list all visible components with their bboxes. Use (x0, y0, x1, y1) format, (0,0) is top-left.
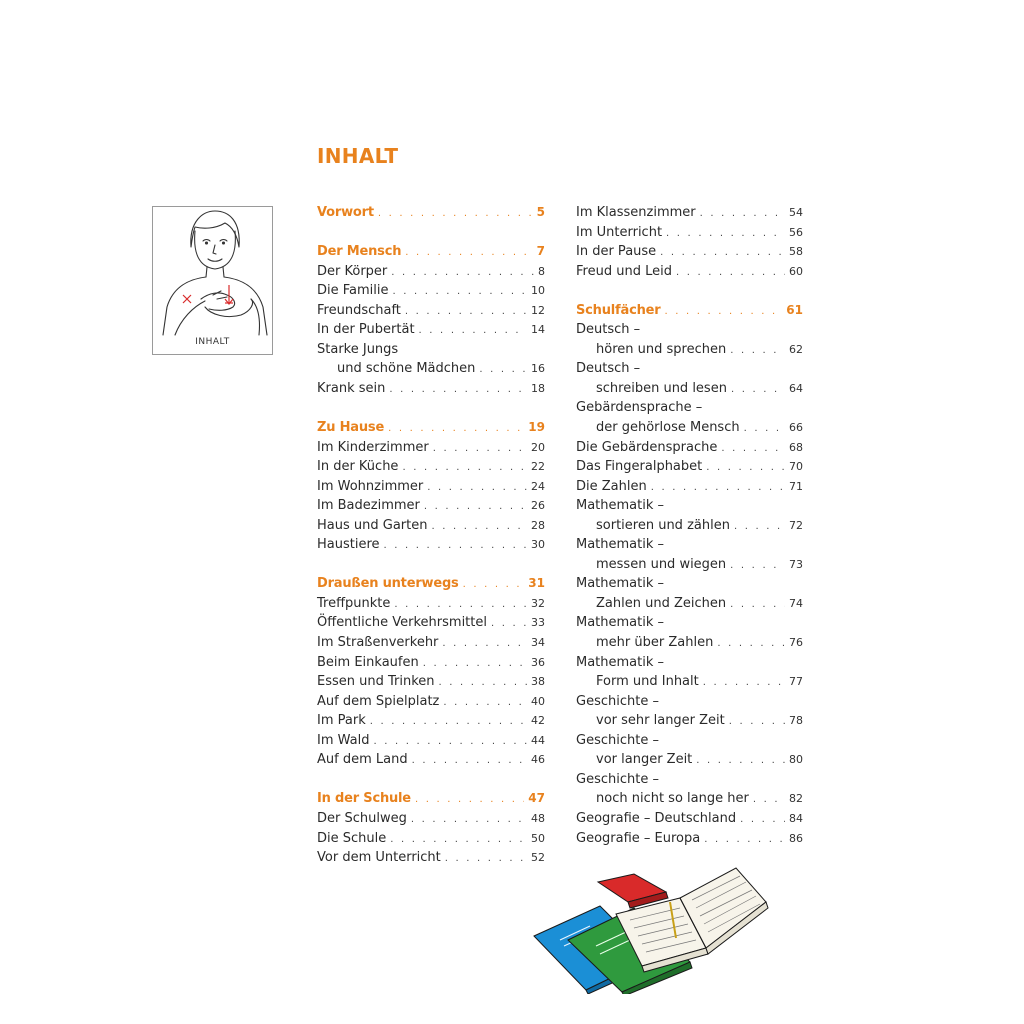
toc-entry[interactable] (576, 516, 803, 536)
toc-entry[interactable] (576, 535, 803, 555)
toc-entry-title: In der Pause (576, 244, 657, 260)
toc-entry[interactable] (317, 496, 545, 516)
toc-entry-title: Im Straßenverkehr (317, 635, 439, 651)
toc-page-number: 18 (531, 381, 545, 395)
toc-entry-title: Auf dem Spielplatz (317, 693, 440, 709)
toc-entry-title: Die Familie (317, 283, 389, 299)
toc-page-number: 7 (536, 244, 545, 259)
toc-entry[interactable] (576, 555, 803, 575)
toc-dot-leader (443, 693, 527, 713)
toc-entry[interactable] (576, 340, 803, 360)
toc-page-number: 36 (531, 655, 545, 669)
toc-entry[interactable] (576, 809, 803, 829)
toc-entry[interactable] (576, 574, 803, 594)
toc-dot-leader (405, 302, 527, 322)
toc-entry-title: Die Zahlen (576, 478, 647, 494)
toc-page-number: 73 (789, 557, 803, 571)
toc-entry[interactable] (317, 262, 545, 282)
toc-entry[interactable] (576, 203, 803, 223)
toc-entry-title: Öffentliche Verkehrsmittel (317, 615, 487, 631)
toc-dot-leader (424, 497, 527, 517)
toc-entry[interactable] (317, 613, 545, 633)
toc-entry-title: Deutsch – (576, 361, 641, 377)
toc-entry-title: Die Gebärdensprache (576, 439, 718, 455)
toc-entry-title: In der Pubertät (317, 322, 415, 338)
books-illustration (530, 862, 770, 994)
toc-dot-leader (402, 458, 527, 478)
toc-entry[interactable] (576, 398, 803, 418)
toc-entry[interactable] (576, 692, 803, 712)
toc-entry-title: Beim Einkaufen (317, 654, 419, 670)
toc-entry[interactable] (317, 848, 545, 868)
toc-entry[interactable] (576, 613, 803, 633)
toc-entry[interactable] (317, 594, 545, 614)
toc-dot-leader (445, 849, 527, 869)
toc-entry-title: Mathematik – (576, 654, 665, 670)
toc-dot-leader (378, 204, 533, 224)
toc-page-number: 78 (789, 714, 803, 728)
toc-page-number: 5 (536, 205, 545, 219)
red-book-icon (598, 874, 668, 908)
toc-entry[interactable] (576, 633, 803, 653)
toc-dot-leader (703, 673, 785, 693)
toc-dot-leader (676, 263, 785, 283)
toc-section-heading[interactable] (576, 301, 803, 321)
toc-page-number: 74 (789, 596, 803, 610)
sign-language-person-icon (153, 207, 274, 356)
toc-dot-leader (664, 302, 782, 322)
toc-entry[interactable] (317, 809, 545, 829)
toc-entry-title: Zu Hause (317, 420, 385, 436)
toc-page-number: 33 (531, 616, 545, 630)
toc-page-number: 31 (528, 576, 545, 591)
toc-dot-leader (740, 810, 785, 830)
toc-entry-title: Starke Jungs (317, 341, 399, 357)
toc-page-number: 48 (531, 811, 545, 825)
toc-dot-leader (394, 595, 527, 615)
toc-entry-title: Deutsch – (576, 322, 641, 338)
toc-entry[interactable] (576, 496, 803, 516)
toc-entry-title: Im Badezimmer (317, 498, 420, 514)
toc-page-number: 77 (789, 675, 803, 689)
sign-label: INHALT (195, 337, 230, 347)
toc-entry[interactable] (576, 359, 803, 379)
toc-entry-title: hören und sprechen (596, 341, 727, 357)
toc-entry[interactable] (576, 223, 803, 243)
toc-page-number: 61 (786, 302, 803, 317)
toc-entry[interactable] (576, 594, 803, 614)
toc-page-number: 56 (789, 225, 803, 239)
toc-section-heading[interactable] (317, 418, 545, 438)
toc-entry-title: Freud und Leid (576, 263, 672, 279)
toc-entry-title: Draußen unterwegs (317, 576, 459, 592)
toc-entry-title: Vor dem Unterricht (317, 850, 441, 866)
toc-entry[interactable] (317, 829, 545, 849)
toc-dot-leader (415, 790, 524, 810)
toc-dot-leader (411, 810, 527, 830)
toc-entry-title: Im Klassenzimmer (576, 205, 696, 220)
toc-entry[interactable] (317, 692, 545, 712)
toc-entry[interactable] (576, 379, 803, 399)
toc-page-number: 86 (789, 831, 803, 845)
toc-entry-title: In der Schule (317, 791, 411, 807)
toc-entry-title: Der Körper (317, 263, 388, 279)
toc-page-number: 60 (789, 264, 803, 278)
toc-page-number: 76 (789, 636, 803, 650)
toc-dot-leader (431, 517, 527, 537)
toc-entry[interactable] (317, 672, 545, 692)
toc-dot-leader (463, 575, 525, 595)
toc-page-number: 62 (789, 342, 803, 356)
toc-entry-title: Im Kinderzimmer (317, 439, 429, 455)
toc-page-number: 10 (531, 284, 545, 298)
toc-entry[interactable] (576, 653, 803, 673)
toc-entry-title: vor langer Zeit (596, 752, 693, 768)
toc-entry-title: mehr über Zahlen (596, 635, 714, 651)
toc-dot-leader (427, 478, 527, 498)
toc-spacer (576, 281, 803, 301)
toc-page-number: 52 (531, 851, 545, 865)
toc-dot-leader (491, 614, 527, 634)
page-title: INHALT (317, 144, 399, 168)
toc-entry-title: Mathematik – (576, 498, 665, 514)
toc-dot-leader (730, 341, 785, 361)
toc-page-number: 30 (531, 538, 545, 552)
toc-entry[interactable] (576, 731, 803, 751)
toc-page-number: 42 (531, 714, 545, 728)
toc-entry-title: Der Mensch (317, 244, 402, 260)
toc-dot-leader (373, 732, 527, 752)
toc-page-number: 50 (531, 831, 545, 845)
toc-entry-title: Die Schule (317, 830, 387, 846)
toc-section-heading[interactable] (317, 789, 545, 809)
toc-entry[interactable] (317, 516, 545, 536)
toc-dot-leader (391, 263, 534, 283)
toc-entry-title: In der Küche (317, 459, 399, 475)
toc-entry-title: schreiben und lesen (596, 380, 727, 396)
toc-entry[interactable] (317, 320, 545, 340)
toc-section-heading[interactable] (317, 242, 545, 262)
toc-dot-leader (729, 712, 785, 732)
toc-dot-leader (660, 243, 785, 263)
toc-dot-leader (442, 634, 527, 654)
toc-page-number: 71 (789, 479, 803, 493)
toc-page-number: 38 (531, 675, 545, 689)
toc-entry-title: Freundschaft (317, 302, 401, 318)
toc-entry[interactable] (576, 242, 803, 262)
toc-entry-title: vor sehr langer Zeit (596, 713, 725, 729)
toc-entry-title: noch nicht so lange her (596, 791, 749, 807)
toc-dot-leader (721, 439, 785, 459)
toc-entry-title: Haustiere (317, 537, 380, 553)
toc-entry-title: Vorwort (317, 205, 374, 220)
toc-entry[interactable] (576, 418, 803, 438)
toc-spacer (317, 555, 545, 575)
toc-column-right (576, 203, 803, 848)
toc-entry[interactable] (576, 711, 803, 731)
toc-entry[interactable] (317, 379, 545, 399)
toc-dot-leader (433, 439, 527, 459)
toc-spacer (317, 398, 545, 418)
toc-entry-title: Mathematik – (576, 537, 665, 553)
toc-page-number: 19 (528, 420, 545, 435)
toc-page-number: 14 (531, 323, 545, 337)
toc-dot-leader (696, 751, 785, 771)
toc-entry-title: Haus und Garten (317, 517, 428, 533)
toc-dot-leader (717, 634, 785, 654)
toc-page-number: 12 (531, 303, 545, 317)
toc-entry-title: Geografie – Deutschland (576, 810, 737, 826)
toc-entry-title: Essen und Trinken (317, 674, 435, 690)
sign-illustration-box (152, 206, 273, 355)
toc-spacer (317, 223, 545, 243)
toc-entry[interactable] (576, 672, 803, 692)
toc-page-number: 66 (789, 421, 803, 435)
toc-dot-leader (651, 478, 785, 498)
toc-dot-leader (384, 536, 527, 556)
toc-entry-title: Das Fingeralphabet (576, 459, 703, 475)
toc-dot-leader (700, 204, 785, 224)
toc-entry[interactable] (317, 438, 545, 458)
toc-page-number: 64 (789, 381, 803, 395)
toc-entry[interactable] (576, 438, 803, 458)
toc-entry-title: Zahlen und Zeichen (596, 595, 727, 611)
toc-entry[interactable] (317, 731, 545, 751)
toc-dot-leader (731, 380, 785, 400)
toc-page-number: 32 (531, 596, 545, 610)
toc-page-number: 72 (789, 518, 803, 532)
toc-page-number: 44 (531, 733, 545, 747)
toc-entry[interactable] (317, 281, 545, 301)
toc-entry-title: Im Unterricht (576, 224, 663, 240)
toc-entry[interactable] (317, 301, 545, 321)
toc-entry[interactable] (576, 829, 803, 849)
toc-entry-title: Form und Inhalt (596, 674, 699, 690)
toc-dot-leader (734, 517, 785, 537)
toc-dot-leader (666, 224, 785, 244)
toc-dot-leader (423, 654, 527, 674)
toc-entry-title: Geschichte – (576, 732, 659, 748)
toc-dot-leader (753, 790, 785, 810)
toc-entry-title: Im Park (317, 713, 366, 729)
toc-entry-title: Geschichte – (576, 771, 659, 787)
toc-dot-leader (439, 673, 527, 693)
toc-dot-leader (704, 830, 785, 850)
toc-entry[interactable] (317, 477, 545, 497)
toc-entry[interactable] (576, 789, 803, 809)
toc-entry[interactable] (317, 633, 545, 653)
toc-entry-title: Schulfächer (576, 302, 661, 318)
toc-section-heading[interactable] (317, 203, 545, 223)
toc-dot-leader (730, 556, 785, 576)
toc-page-number: 40 (531, 694, 545, 708)
toc-section-heading[interactable] (317, 574, 545, 594)
toc-page-number: 47 (528, 791, 545, 806)
toc-dot-leader (744, 419, 785, 439)
toc-page-number: 46 (531, 753, 545, 767)
toc-page-number: 34 (531, 636, 545, 650)
toc-entry-title: Krank sein (317, 380, 386, 396)
toc-entry-title: und schöne Mädchen (337, 361, 476, 377)
toc-page-number: 20 (531, 440, 545, 454)
toc-page-number: 70 (789, 460, 803, 474)
toc-page-number: 16 (531, 362, 545, 376)
toc-entry[interactable] (576, 770, 803, 790)
toc-entry-title: sortieren und zählen (596, 517, 730, 533)
toc-entry[interactable] (576, 320, 803, 340)
toc-entry[interactable] (317, 750, 545, 770)
toc-dot-leader (389, 380, 527, 400)
toc-dot-leader (405, 243, 532, 263)
toc-page-number: 80 (789, 753, 803, 767)
toc-entry[interactable] (317, 711, 545, 731)
toc-page-number: 22 (531, 460, 545, 474)
toc-entry[interactable] (317, 359, 545, 379)
toc-page-number: 58 (789, 245, 803, 259)
toc-dot-leader (479, 360, 527, 380)
toc-dot-leader (706, 458, 785, 478)
toc-entry[interactable] (317, 535, 545, 555)
toc-dot-leader (390, 830, 527, 850)
toc-entry-title: Treffpunkte (317, 595, 391, 611)
toc-entry-title: Mathematik – (576, 576, 665, 592)
toc-entry[interactable] (576, 750, 803, 770)
toc-column-left (317, 203, 545, 868)
toc-entry[interactable] (317, 457, 545, 477)
toc-entry[interactable] (576, 457, 803, 477)
toc-entry-title: Im Wald (317, 732, 370, 748)
toc-page-number: 26 (531, 499, 545, 513)
toc-dot-leader (370, 712, 527, 732)
toc-entry-title: Der Schulweg (317, 810, 407, 826)
toc-entry[interactable] (317, 340, 545, 360)
toc-dot-leader (419, 321, 527, 341)
toc-page-number: 54 (789, 206, 803, 219)
toc-entry-title: der gehörlose Mensch (596, 420, 740, 436)
toc-entry-title: Geografie – Europa (576, 830, 701, 846)
toc-entry-title: Auf dem Land (317, 752, 408, 768)
toc-entry-title: Gebärdensprache – (576, 400, 703, 416)
toc-entry[interactable] (576, 477, 803, 497)
toc-dot-leader (730, 595, 785, 615)
toc-dot-leader (393, 282, 528, 302)
toc-entry-title: messen und wiegen (596, 556, 727, 572)
toc-dot-leader (388, 419, 524, 439)
toc-page-number: 68 (789, 440, 803, 454)
toc-entry[interactable] (317, 653, 545, 673)
toc-page-number: 24 (531, 479, 545, 493)
toc-entry-title: Geschichte – (576, 693, 659, 709)
toc-page-number: 84 (789, 811, 803, 825)
toc-page-number: 82 (789, 792, 803, 806)
toc-entry-title: Mathematik – (576, 615, 665, 631)
toc-page-number: 28 (531, 518, 545, 532)
toc-spacer (317, 770, 545, 790)
toc-entry-title: Im Wohnzimmer (317, 478, 424, 494)
toc-page-number: 8 (538, 264, 545, 278)
toc-dot-leader (412, 751, 527, 771)
toc-entry[interactable] (576, 262, 803, 282)
